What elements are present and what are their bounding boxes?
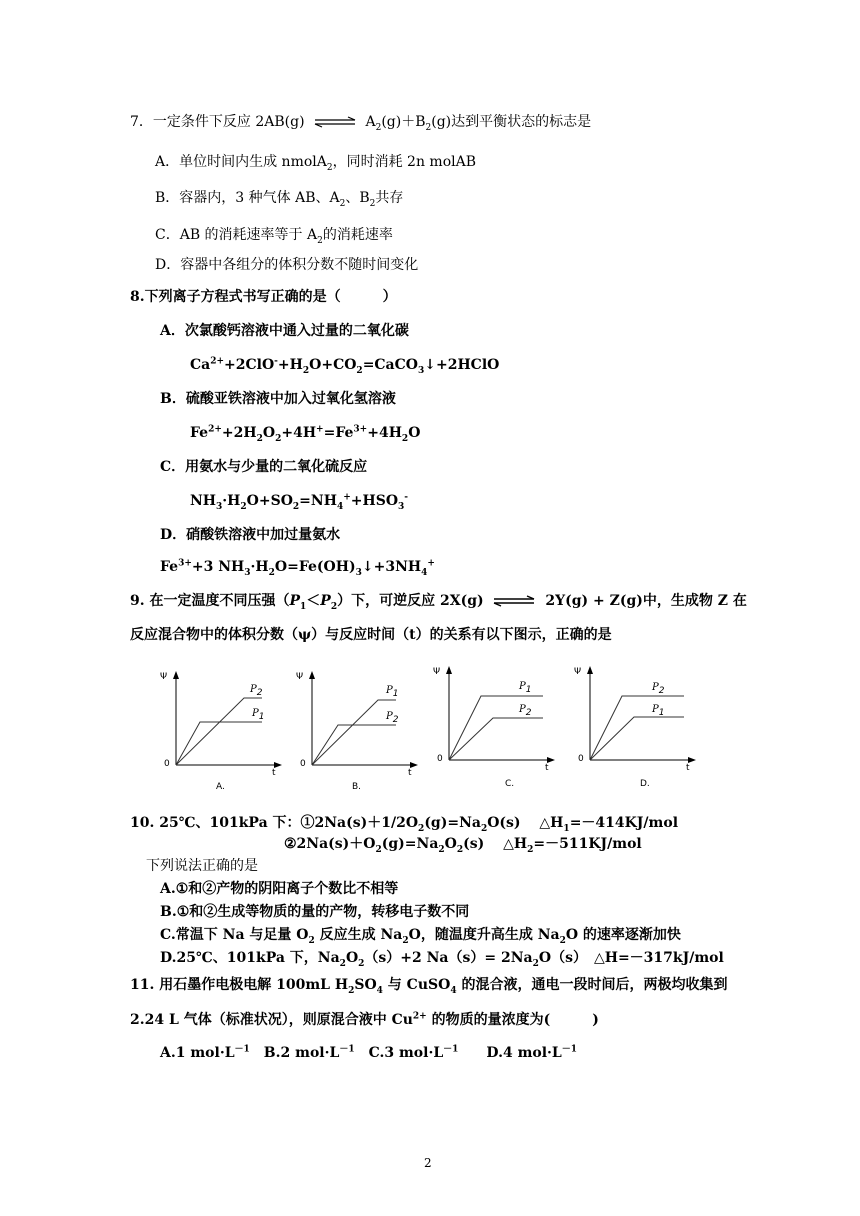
origin-label: 0 — [437, 754, 443, 764]
origin-label: 0 — [578, 754, 584, 764]
q11-options: A.1 $mol\cdot L^{-1}$ B.2 $mol\cdot L^{-1}$ C.3 $mol\cdot L^{-1}$ D.4 $mol\cdot L^{-1}$ — [160, 1044, 578, 1061]
q7-option-c: C．AB 的消耗速率等于 $A_2$的消耗速率 — [155, 227, 393, 246]
y-axis-arrow-icon — [173, 671, 179, 679]
graph-b — [294, 665, 428, 795]
lower-curve-label: P1 — [252, 708, 265, 722]
q8-option-b: B．硫酸亚铁溶液中加入过氧化氢溶液 — [160, 391, 396, 407]
graph-caption: A. — [216, 782, 225, 792]
q10-option-c: C.常温下 Na 与足量 $O_2$ 反应生成 $Na_2O$，随温度升高生成 $Na_2O$ 的速率逐渐加快 — [160, 927, 681, 946]
q8-option-c: C．用氨水与少量的二氧化硫反应 — [160, 459, 368, 475]
y-axis-arrow-icon — [309, 671, 315, 679]
page-number: 2 — [424, 1156, 432, 1170]
upper-curve-label: P2 — [250, 684, 263, 698]
x-axis-label: t — [272, 768, 276, 778]
q8-option-d: D．硝酸铁溶液中加过量氨水 — [160, 527, 341, 543]
q7-option-d: D．容器中各组分的体积分数不随时间变化 — [155, 257, 419, 273]
q7-stem: 7．一定条件下反应 2AB(g) $A_2(g)+B_2(g)$达到平衡状态的标志是 — [130, 114, 592, 133]
curve-lower — [312, 725, 396, 765]
x-axis-label: t — [686, 763, 690, 773]
q8-option-d-equation: $Fe^{3+}+3$ $NH_3\cdot H_2O=Fe(OH)_3↓+3NH_4^+$ — [160, 558, 435, 578]
q7-option-b: B．容器内，3 种气体 AB、$A_2$、$B_2$共存 — [155, 190, 404, 209]
graph-caption: B. — [352, 782, 362, 792]
lower-curve-label: P2 — [386, 711, 399, 725]
q9-stem-line2: 反应混合物中的体积分数（ψ）与反应时间（t）的关系有以下图示，正确的是 — [130, 627, 612, 643]
q9-stem-line1: 9. 在一定温度不同压强$(P_1<P_2)$下，可逆反应 2X(g) 2Y(g) + Z(g)中，生成物 Z 在 — [130, 593, 747, 612]
equilibrium-arrow-icon — [313, 116, 357, 128]
curve-upper — [176, 698, 265, 765]
q8-option-a: A．次氯酸钙溶液中通入过量的二氧化碳 — [160, 323, 409, 339]
y-axis-arrow-icon — [446, 666, 452, 674]
curve-upper — [312, 700, 396, 765]
upper-curve-label: P1 — [519, 681, 532, 695]
curve-upper — [590, 696, 684, 760]
q10-option-b: B.①和②生成等物质的量的产物，转移电子数不同 — [160, 904, 470, 920]
q11-stem-line1: 11. 用石墨作电极电解 100mL $H_2SO_4$ 与 CuSO$_4$ 的混合液，通电一段时间后，两极均收集到 — [130, 977, 728, 996]
q8-option-c-equation: $NH_3\cdot H_2O+SO_2=NH_4^++HSO_3^-$ — [190, 492, 409, 512]
q10-stem: 下列说法正确的是 — [146, 858, 258, 874]
origin-label: 0 — [300, 759, 306, 769]
q10-option-d: D.25℃、101kPa 下，$Na_2O_2(s)+2$ $Na(s)= 2Na_2O(s)$ △H=－317kJ/mol — [160, 950, 724, 969]
curve-lower — [176, 722, 262, 765]
q7-option-a: A．单位时间内生成 nmolA$_2$，同时消耗 2n molAB — [155, 154, 477, 173]
q8-option-a-equation: $Ca^{2+}+2ClO^-+H_2O+CO_2=CaCO_3↓+2HClO$ — [190, 356, 500, 376]
y-axis-label: Ψ — [160, 672, 168, 682]
q8-stem: 8.下列离子方程式书写正确的是（ ） — [130, 289, 397, 305]
graph-caption: C. — [505, 779, 515, 789]
curve-lower — [590, 717, 684, 760]
graph-a — [158, 665, 292, 795]
graph-caption: D. — [640, 779, 650, 789]
q10-reaction-2: $②2Na(s)+O_2(g)=Na_2O_2(s)$ $\triangle H_2=-511KJ$/mol — [284, 836, 642, 855]
y-axis-label: Ψ — [433, 667, 441, 677]
x-axis-label: t — [408, 768, 412, 778]
q11-stem-line2: 2.24 L 气体（标准状况），则原混合液中 $Cu^{2+}$ 的物质的量浓度为( ) — [130, 1011, 599, 1028]
upper-curve-label: P2 — [652, 682, 665, 696]
q10-reaction-1: 10. 25℃、101kPa 下：$①2Na(s)+1/2O_2(g)=Na_2O(s)$ $\triangle H_1=-414KJ$/mol — [130, 815, 679, 834]
graph-c — [431, 660, 565, 790]
graph-d — [572, 660, 706, 790]
curve-lower — [449, 718, 543, 760]
q10-option-a: A.①和②产物的阴阳离子个数比不相等 — [160, 881, 399, 897]
lower-curve-label: P1 — [652, 704, 665, 718]
y-axis-label: Ψ — [574, 667, 582, 677]
origin-label: 0 — [164, 759, 170, 769]
equilibrium-arrow-icon — [492, 595, 536, 607]
lower-curve-label: P2 — [519, 704, 532, 718]
curve-upper — [449, 696, 543, 760]
y-axis-arrow-icon — [587, 666, 593, 674]
x-axis-label: t — [545, 763, 549, 773]
upper-curve-label: P1 — [386, 685, 399, 699]
y-axis-label: Ψ — [296, 672, 304, 682]
q8-option-b-equation: $Fe^{2+}+2H_2O_2+4H^+=Fe^{3+}+4H_2O$ — [190, 424, 421, 444]
